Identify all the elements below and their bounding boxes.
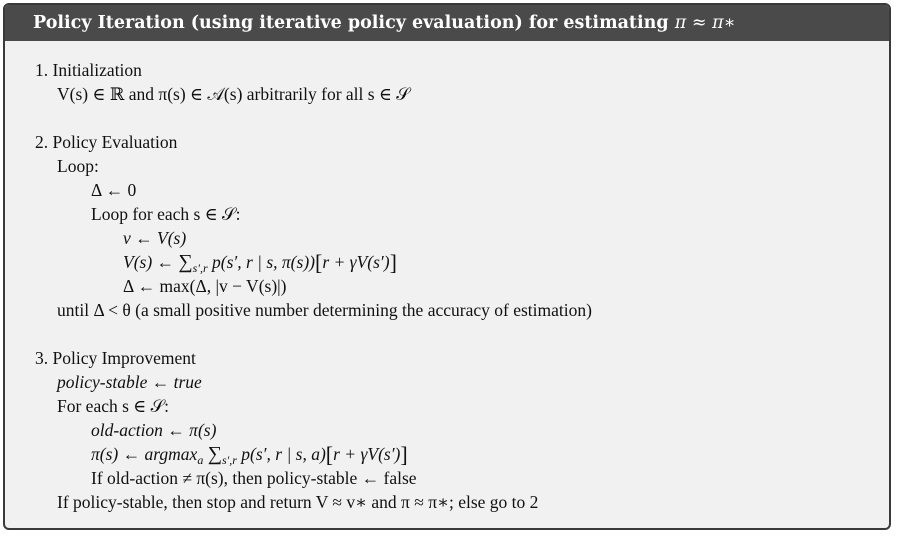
value-update: V(s) ← $\sum_{s',r}$ p(s′, r | s, π(s))[r + γV(s′)] [123, 250, 397, 275]
step-1-line: V(s) ∈ ℝ and π(s) ∈ 𝒜(s) arbitrarily for all s ∈ 𝒮 [57, 84, 410, 104]
title-math: π ≈ π∗ [674, 13, 736, 33]
v-assign: v ← V(s) [123, 228, 187, 248]
sum-symbol: ∑ [207, 443, 222, 465]
for-each: For each s ∈ 𝒮: [57, 396, 170, 416]
loop-label: Loop: [57, 156, 99, 176]
loop-for-each: Loop for each s ∈ 𝒮: [91, 204, 241, 224]
step-2-heading: 2. Policy Evaluation [35, 132, 178, 152]
step-3-heading: 3. Policy Improvement [35, 348, 196, 368]
policy-update: π(s) ← argmax$_a$ $\sum_{s',r}$ p(s′, r | s, a)[r + γV(s′)] [91, 442, 408, 467]
old-action: old-action ← π(s) [91, 420, 217, 440]
stable-init: policy-stable ← true [57, 372, 202, 392]
until-line: until Δ < θ (a small positive number determining the accuracy of estimation) [57, 300, 592, 320]
step-1-heading: 1. Initialization [35, 60, 142, 80]
delta-update: Δ ← max(Δ, |v − V(s)|) [123, 276, 287, 296]
algorithm-box [3, 3, 891, 530]
sum-symbol: ∑ [178, 251, 193, 273]
if-old-action: If old-action ≠ π(s), then policy-stable ← false [91, 468, 417, 488]
algorithm-title [5, 5, 889, 41]
title-text: Policy Iteration (using iterative policy evaluation) for estimating [33, 13, 669, 33]
delta-init: Δ ← 0 [91, 180, 137, 200]
final-line: If policy-stable, then stop and return V ≈ v∗ and π ≈ π∗; else go to 2 [57, 492, 539, 512]
